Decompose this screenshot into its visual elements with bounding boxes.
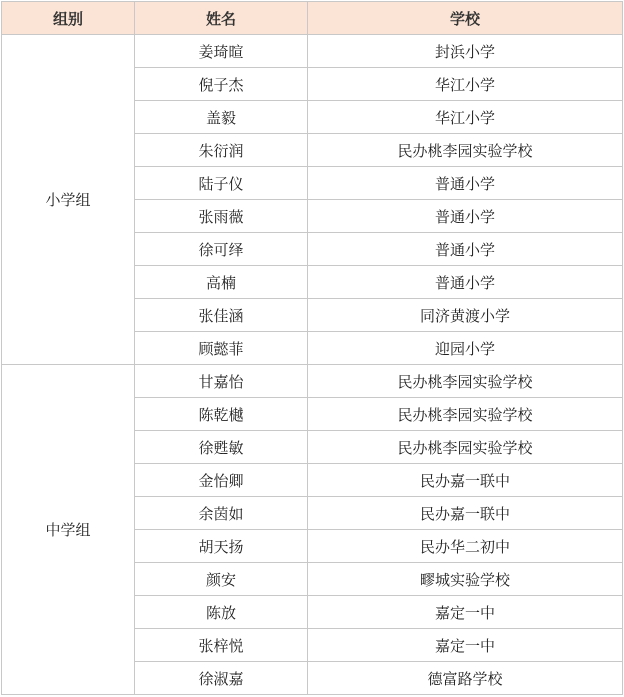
name-cell: 朱衍润 [135,134,308,167]
school-cell: 迎园小学 [308,332,623,365]
name-cell: 倪子杰 [135,68,308,101]
school-cell: 民办嘉一联中 [308,464,623,497]
school-cell: 民办华二初中 [308,530,623,563]
table-header [2,2,623,35]
school-cell: 德富路学校 [308,662,623,695]
table-body [2,35,623,695]
header-school: 学校 [308,2,623,35]
school-cell: 普通小学 [308,167,623,200]
school-cell: 普通小学 [308,266,623,299]
name-cell: 徐可绎 [135,233,308,266]
school-cell: 封浜小学 [308,35,623,68]
school-cell: 嘉定一中 [308,629,623,662]
header-group: 组别 [2,2,135,35]
school-cell: 民办桃李园实验学校 [308,398,623,431]
name-cell: 金怡卿 [135,464,308,497]
table-row [2,35,623,68]
name-cell: 胡天扬 [135,530,308,563]
name-cell: 姜琦暄 [135,35,308,68]
name-cell: 甘嘉怡 [135,365,308,398]
name-cell: 张佳涵 [135,299,308,332]
school-cell: 同济黄渡小学 [308,299,623,332]
name-cell: 颜安 [135,563,308,596]
school-cell: 民办嘉一联中 [308,497,623,530]
name-cell: 盖毅 [135,101,308,134]
school-cell: 普通小学 [308,200,623,233]
name-cell: 陈放 [135,596,308,629]
school-cell: 华江小学 [308,68,623,101]
school-cell: 普通小学 [308,233,623,266]
name-cell: 余茵如 [135,497,308,530]
name-cell: 陈乾樾 [135,398,308,431]
name-cell: 张梓悦 [135,629,308,662]
name-cell: 顾懿菲 [135,332,308,365]
school-cell: 民办桃李园实验学校 [308,365,623,398]
group-cell: 小学组 [2,35,135,365]
group-cell: 中学组 [2,365,135,695]
header-name: 姓名 [135,2,308,35]
name-cell: 徐淑嘉 [135,662,308,695]
header-row [2,2,623,35]
school-cell: 民办桃李园实验学校 [308,134,623,167]
name-cell: 陆子仪 [135,167,308,200]
name-cell: 张雨薇 [135,200,308,233]
school-cell: 疁城实验学校 [308,563,623,596]
table-row [2,365,623,398]
school-cell: 民办桃李园实验学校 [308,431,623,464]
school-cell: 华江小学 [308,101,623,134]
name-cell: 徐甦敏 [135,431,308,464]
school-cell: 嘉定一中 [308,596,623,629]
name-cell: 高楠 [135,266,308,299]
roster-table [1,1,623,695]
